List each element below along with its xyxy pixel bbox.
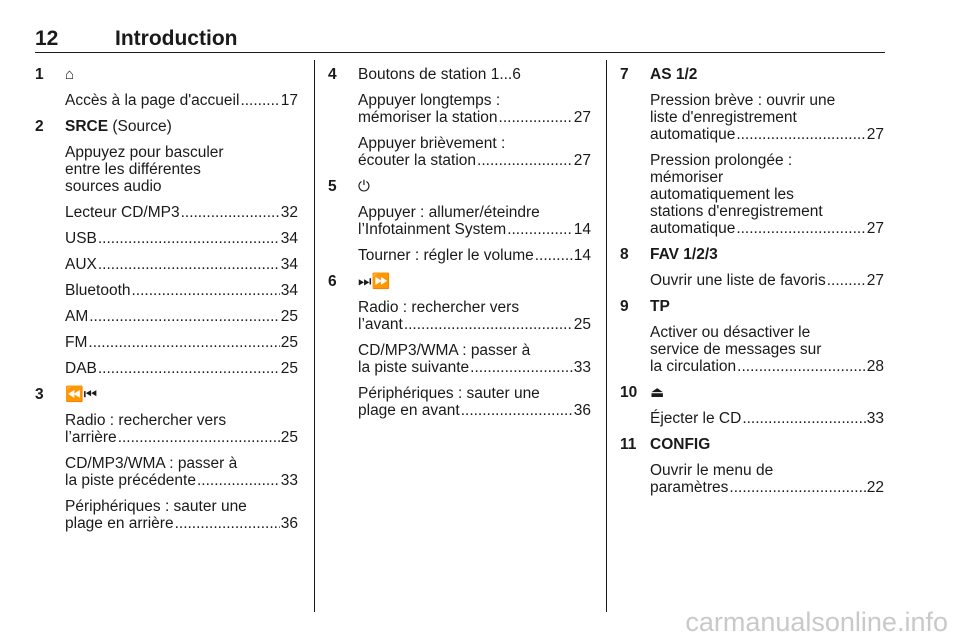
page-title: Introduction [115, 27, 238, 50]
column-divider [314, 60, 315, 612]
entry-text: plage en arrière [65, 515, 174, 532]
entry-text: Bluetooth [65, 282, 131, 299]
index-entry [620, 324, 884, 375]
page-reference-link[interactable]: 36 [573, 402, 591, 419]
page-reference-link[interactable]: 17 [280, 92, 298, 109]
index-entry [620, 152, 884, 237]
dot-leader [736, 126, 865, 143]
entry-text: service de messages sur [650, 341, 822, 358]
page-reference-link[interactable]: 25 [280, 360, 298, 377]
button-name: FAV 1/2/3 [650, 246, 718, 263]
item-heading [358, 178, 591, 195]
dot-leader [118, 429, 280, 446]
item-heading [65, 66, 298, 83]
entry-text: Ouvrir le menu de [650, 462, 774, 479]
item-number: 7 [620, 66, 629, 83]
index-entry [328, 385, 591, 419]
list-item [620, 298, 884, 315]
entry-text: mémoriser [650, 169, 724, 186]
power-icon: ⏻ [358, 178, 370, 195]
entry-text: Ouvrir une liste de favoris [650, 272, 826, 289]
eject-icon: ⏏ [650, 384, 665, 401]
page-reference-link[interactable]: 22 [866, 479, 884, 496]
page-reference-link[interactable]: 27 [866, 220, 884, 237]
dot-leader [507, 221, 573, 238]
entry-text: Éjecter le CD [650, 410, 742, 427]
entry-text: automatiquement les [650, 186, 794, 203]
column-3 [620, 66, 884, 505]
button-name: TP [650, 298, 670, 315]
list-item [35, 66, 298, 83]
entry-text: Appuyer : allumer/éteindre [358, 204, 540, 221]
item-heading [358, 273, 591, 290]
entry-text: USB [65, 230, 97, 247]
page-reference-link[interactable]: 36 [280, 515, 298, 532]
index-entry [35, 308, 298, 325]
entry-text: écouter la station [358, 152, 477, 169]
entry-text: AM [65, 308, 89, 325]
page-reference-link[interactable]: 27 [866, 126, 884, 143]
entry-text: DAB [65, 360, 97, 377]
item-number: 5 [328, 178, 337, 195]
item-heading [65, 386, 298, 403]
dot-leader [535, 247, 573, 264]
entry-text: l’arrière [65, 429, 117, 446]
item-description: Boutons de station 1...6 [358, 66, 521, 83]
item-heading [650, 66, 884, 83]
page-reference-link[interactable]: 33 [280, 472, 298, 489]
dot-leader [404, 316, 573, 333]
dot-leader [461, 402, 573, 419]
dot-leader [737, 358, 866, 375]
index-entry [35, 92, 298, 109]
entry-text: AUX [65, 256, 97, 273]
entry-text: Appuyez pour basculer [65, 144, 224, 161]
entry-text: Radio : rechercher vers [65, 412, 227, 429]
column-2 [328, 66, 591, 428]
dot-leader [477, 152, 573, 169]
dot-leader [181, 204, 280, 221]
dot-leader [499, 109, 573, 126]
page-reference-link[interactable]: 28 [866, 358, 884, 375]
entry-text: Appuyer longtemps : [358, 92, 501, 109]
page-reference-link[interactable]: 14 [573, 221, 591, 238]
index-entry [328, 247, 591, 264]
entry-text: l’avant [358, 316, 403, 333]
dot-leader [742, 410, 865, 427]
index-entry [35, 282, 298, 299]
page-reference-link[interactable]: 25 [280, 334, 298, 351]
item-heading [358, 66, 591, 83]
entry-text: automatique [650, 126, 736, 143]
index-entry [35, 360, 298, 377]
page-reference-link[interactable]: 14 [573, 247, 591, 264]
dot-leader [175, 515, 280, 532]
button-name: AS 1/2 [650, 66, 698, 83]
dot-leader [88, 334, 279, 351]
item-number: 8 [620, 246, 629, 263]
item-number: 2 [35, 118, 44, 135]
entry-text: Appuyer brièvement : [358, 135, 506, 152]
entry-text: CD/MP3/WMA : passer à [358, 342, 531, 359]
dot-leader [98, 360, 280, 377]
index-entry [620, 410, 884, 427]
item-heading [650, 384, 884, 401]
index-entry [35, 334, 298, 351]
entry-text: Pression brève : ouvrir une [650, 92, 836, 109]
dot-leader [827, 272, 866, 289]
page-reference-link[interactable]: 34 [280, 256, 298, 273]
page-header [35, 26, 885, 52]
item-number: 10 [620, 384, 638, 401]
index-entry [328, 299, 591, 333]
page-reference-link[interactable]: 34 [280, 282, 298, 299]
entry-text: l’Infotainment System [358, 221, 507, 238]
dot-leader [240, 92, 279, 109]
item-number: 9 [620, 298, 629, 315]
list-item [620, 436, 884, 453]
dot-leader [132, 282, 280, 299]
entry-text: Pression prolongée : [650, 152, 793, 169]
index-entry [35, 455, 298, 489]
dot-leader [729, 479, 865, 496]
dot-leader [470, 359, 573, 376]
page-reference-link[interactable]: 34 [280, 230, 298, 247]
entry-text: Radio : rechercher vers [358, 299, 520, 316]
dot-leader [736, 220, 865, 237]
page-reference-link[interactable]: 25 [280, 429, 298, 446]
list-item [328, 178, 591, 195]
index-entry [620, 272, 884, 289]
header-rule [35, 52, 885, 53]
index-entry [328, 135, 591, 169]
dot-leader [89, 308, 280, 325]
item-number: 4 [328, 66, 337, 83]
entry-text: automatique [650, 220, 736, 237]
page-reference-link[interactable]: 33 [573, 359, 591, 376]
list-item [620, 384, 884, 401]
entry-text: Périphériques : sauter une [358, 385, 540, 402]
entry-text: plage en avant [358, 402, 460, 419]
page-reference-link[interactable]: 33 [866, 410, 884, 427]
item-heading [650, 246, 884, 263]
home-icon: ⌂ [65, 66, 75, 83]
entry-text: la piste précédente [65, 472, 196, 489]
entry-text: Activer ou désactiver le [650, 324, 811, 341]
index-entry [620, 462, 884, 496]
index-entry [35, 412, 298, 446]
list-item [35, 386, 298, 403]
watermark: carmanualsonline.info [685, 607, 948, 637]
index-entry [620, 92, 884, 143]
entry-text: Lecteur CD/MP3 [65, 204, 180, 221]
item-heading [650, 436, 884, 453]
list-item [328, 273, 591, 290]
page-reference-link[interactable]: 25 [573, 316, 591, 333]
page-reference-link[interactable]: 27 [866, 272, 884, 289]
page-reference-link[interactable]: 27 [573, 109, 591, 126]
index-entry [35, 204, 298, 221]
item-number: 1 [35, 66, 44, 83]
seek-back-icon: ⏪⏮ [65, 386, 98, 403]
seek-forward-icon: ⏭⏩ [358, 273, 391, 290]
button-name: SRCE [65, 118, 109, 135]
entry-text: entre les différentes [65, 161, 201, 178]
list-item [35, 118, 298, 135]
entry-text: Accès à la page d'accueil [65, 92, 240, 109]
item-description: (Source) [108, 118, 172, 135]
entry-text: liste d'enregistrement [650, 109, 797, 126]
list-item [620, 66, 884, 83]
item-heading [650, 298, 884, 315]
item-number: 3 [35, 386, 44, 403]
index-entry [35, 230, 298, 247]
entry-text: la piste suivante [358, 359, 470, 376]
item-heading [65, 118, 298, 135]
entry-text: stations d'enregistrement [650, 203, 823, 220]
entry-text: paramètres [650, 479, 729, 496]
column-1 [35, 66, 298, 541]
index-entry [35, 256, 298, 273]
entry-text: Périphériques : sauter une [65, 498, 247, 515]
page-reference-link[interactable]: 27 [573, 152, 591, 169]
index-entry [328, 92, 591, 126]
button-name: CONFIG [650, 436, 711, 453]
dot-leader [98, 256, 280, 273]
dot-leader [197, 472, 280, 489]
index-entry [35, 498, 298, 532]
index-entry [328, 204, 591, 238]
entry-text: Tourner : régler le volume [358, 247, 534, 264]
page-reference-link[interactable]: 32 [280, 204, 298, 221]
page-number: 12 [35, 27, 59, 50]
entry-text: FM [65, 334, 88, 351]
entry-text: CD/MP3/WMA : passer à [65, 455, 238, 472]
entry-text: sources audio [65, 178, 162, 195]
list-item [328, 66, 591, 83]
list-item [620, 246, 884, 263]
entry-text: la circulation [650, 358, 737, 375]
dot-leader [98, 230, 280, 247]
item-number: 6 [328, 273, 337, 290]
page-reference-link[interactable]: 25 [280, 308, 298, 325]
index-entry [328, 342, 591, 376]
index-entry [35, 144, 298, 195]
entry-text: mémoriser la station [358, 109, 498, 126]
item-number: 11 [620, 436, 637, 453]
column-divider [606, 60, 607, 612]
